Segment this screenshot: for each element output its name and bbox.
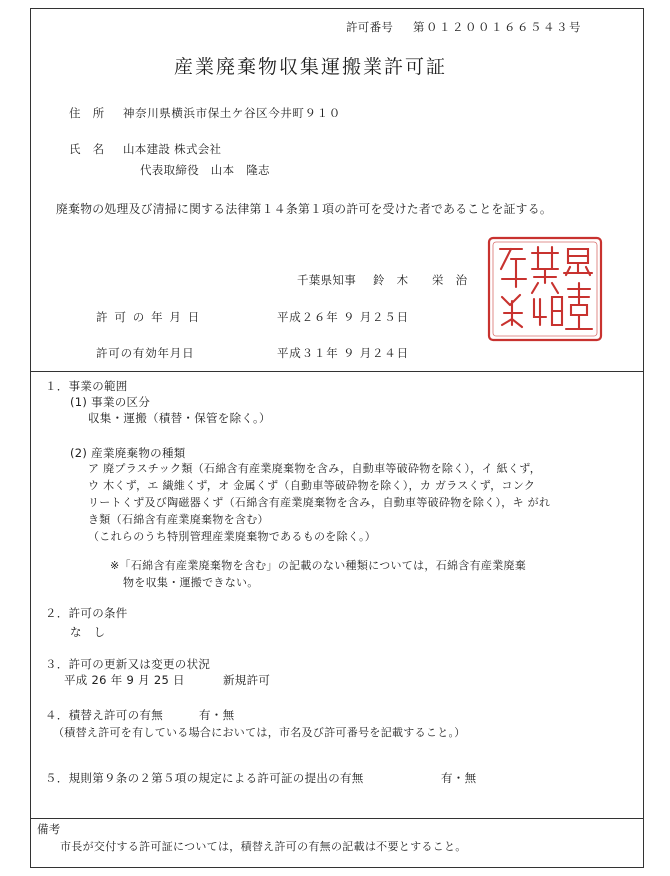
rule-heading: ５．規則第９条の２第５項の規定による許可証の提出の有無 [45,771,364,785]
rule-value: 有・無 [441,771,477,785]
waste-line: リートくず及び陶磁器くず（石綿含有産業廃棄物を含み，自動車等破砕物を除く），キ がれ [88,496,551,509]
conditions-heading: ２．許可の条件 [45,606,128,620]
company-name: 山本建設 株式会社 [123,142,222,156]
official-seal [486,235,604,343]
address-label: 住 所 [69,106,105,120]
permit-number-label: 許可番号 [346,20,394,34]
seal-icon [486,235,604,343]
waste-heading: (2) 産業廃棄物の種類 [70,446,186,460]
expiry-date-label: 許可の有効年月日 [96,346,195,360]
waste-line: き類（石綿含有産業廃棄物を含む） [88,513,269,526]
waste-line: ウ 木くず，エ 繊維くず，オ 金属くず（自動車等破砕物を除く），カ ガラスくず，コンク [88,479,536,492]
transship-heading: ４．積替え許可の有無 [45,708,163,722]
transship-note: （積替え許可を有している場合においては，市名及び許可番号を記載すること。） [53,726,466,739]
renewal-date: 平成 26 年 9 月 25 日 [64,673,185,687]
asbestos-note: ※「石綿含有産業廃棄物を含む」の記載のない種類については，石綿含有産業廃棄 [110,559,527,572]
category-text: 収集・運搬（積替・保管を除く。） [88,411,271,425]
seal-chars [500,247,592,329]
renewal-type: 新規許可 [223,673,271,687]
certification-statement: 廃棄物の処理及び清掃に関する法律第１４条第１項の許可を受けた者であることを証する。 [56,202,552,216]
permit-number: 第０１２００１６６５４３号 [413,20,582,34]
page-title: 産業廃棄物収集運搬業許可証 [174,56,448,78]
asbestos-note: 物を収集・運搬できない。 [123,576,259,589]
remarks-label: 備考 [37,822,61,836]
transship-value: 有・無 [199,708,235,722]
waste-line: ア 廃プラスチック類（石綿含有産業廃棄物を含み，自動車等破砕物を除く），イ 紙くず， [88,462,541,475]
conditions-text: な し [70,625,106,639]
scope-heading: １．事業の範囲 [45,379,128,393]
permit-date-label: 許 可 の 年 月 日 [96,310,201,324]
permit-date: 平成２６年 ９ 月２５日 [277,310,409,324]
representative: 代表取締役 山本 隆志 [140,163,270,177]
section-divider [30,371,644,372]
remarks-text: 市長が交付する許可証については，積替え許可の有無の記載は不要とすること。 [60,840,467,853]
issuer-title: 千葉県知事 [297,273,356,287]
remarks-divider [30,818,644,819]
category-heading: (1) 事業の区分 [70,395,151,409]
renewal-heading: ３．許可の更新又は変更の状況 [45,657,211,671]
address-value: 神奈川県横浜市保土ケ谷区今井町９１０ [123,106,341,120]
waste-exclusion: （これらのうち特別管理産業廃棄物であるものを除く。） [88,530,377,543]
expiry-date: 平成３１年 ９ 月２４日 [277,346,409,360]
issuer-name: 鈴 木 栄 治 [373,273,468,287]
name-label: 氏 名 [69,142,105,156]
